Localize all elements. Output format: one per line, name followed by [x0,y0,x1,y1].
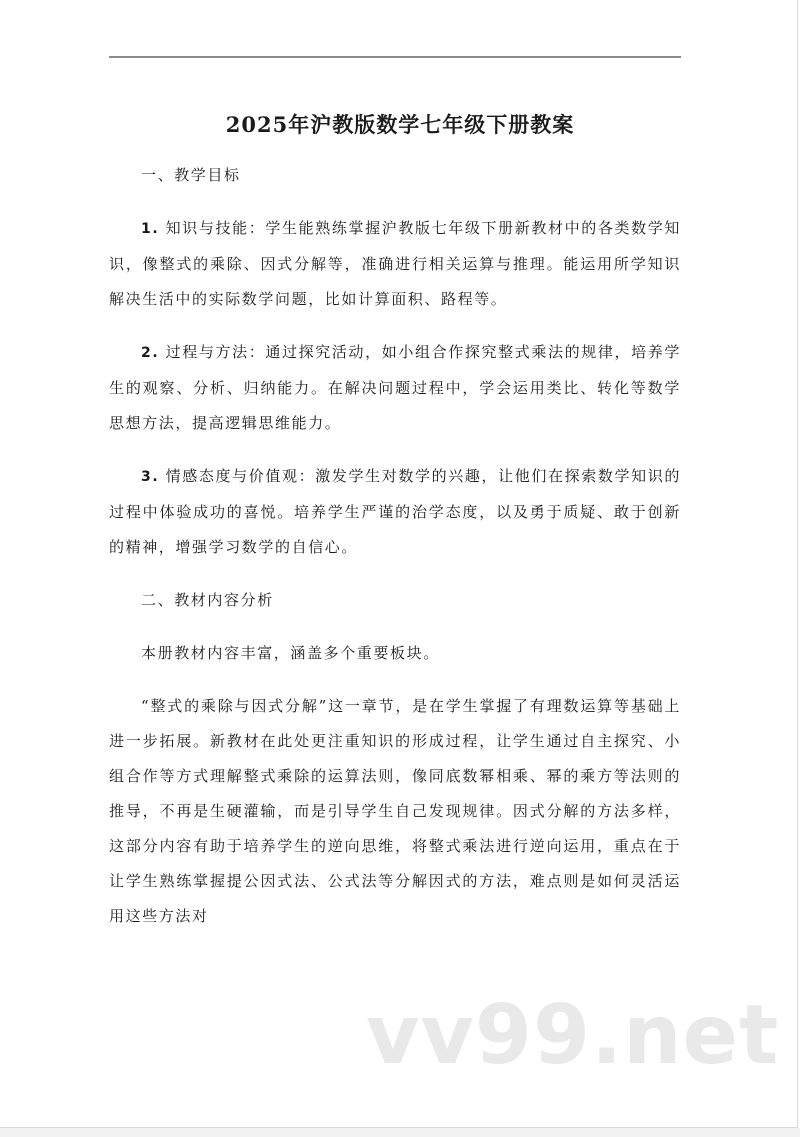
objective-item-1 [109,211,681,317]
section-heading-objectives: 一、教学目标 [141,166,241,184]
document-body [109,158,681,952]
header-rule [109,56,681,58]
item-text: 过程与方法：通过探究活动，如小组合作探究整式乘法的规律，培养学生的观察、分析、归纳能力。在解决问题过程中，学会运用类比、转化等数学思想方法，提高逻辑思维能力。 [109,343,682,432]
item-text: 情感态度与价值观：激发学生对数学的兴趣，让他们在探索数学知识的过程中体验成功的喜悦。培养学生严谨的治学态度，以及勇于质疑、敢于创新的精神，增强学习数学的自信心。 [109,467,682,556]
objective-item-3 [109,459,681,565]
item-number: 3. [141,469,160,485]
item-text: 知识与技能：学生能熟练掌握沪教版七年级下册新教材中的各类数学知识，像整式的乘除、因式分解等，准确进行相关运算与推理。能运用所学知识解决生活中的实际数学问题，比如计算面积、路程等。 [109,219,682,308]
item-number: 2. [141,345,160,361]
watermark: vv99.net [366,988,780,1083]
item-number: 1. [141,221,160,237]
next-page-strip [0,1128,800,1137]
section-heading-analysis: 二、教材内容分析 [141,591,274,609]
paragraph-intro: 本册教材内容丰富，涵盖多个重要板块。 [141,644,440,662]
paragraph-main: “整式的乘除与因式分解”这一章节，是在学生掌握了有理数运算等基础上进一步拓展。新教材在此处更注重知识的形成过程，让学生通过自主探究、小组合作等方式理解整式乘除的运算法则，像同底数幂相乘、幂的乘方等法则的推导，不再是生硬灌输，而是引导学生自己发现规律。因式分解的方法多样，这部分内容有助于培养学生的逆向思维，将整式乘法进行逆向运用，重点在于让学生熟练掌握提公因式法、公式法等分解因式的方法，难点则是如何灵活运用这些方法对 [109,697,681,925]
objective-item-2 [109,335,681,441]
document-title: 2025年沪教版数学七年级下册教案 [225,112,575,138]
